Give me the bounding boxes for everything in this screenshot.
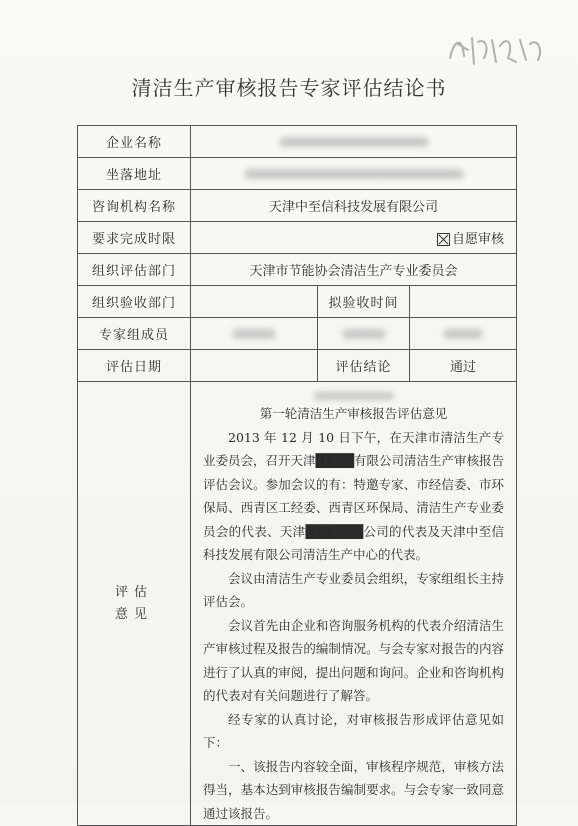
opinion-paragraph-2: 会议由清洁生产专业委员会组织，专家组组长主持评估会。 (203, 570, 505, 609)
row-consulting (78, 190, 517, 222)
eval-date-label: 评估日期 (78, 350, 191, 382)
row-deadline (78, 222, 517, 254)
evaluation-form-table (77, 125, 517, 826)
redacted-blur (443, 329, 483, 339)
voluntary-label: 自愿审核 (452, 232, 505, 247)
company-name-value (191, 126, 517, 158)
opinion-body (191, 382, 516, 825)
handwritten-signature (444, 28, 554, 72)
opinion-label: 评估意见 (114, 584, 153, 622)
deadline-label: 要求完成时限 (78, 222, 191, 254)
consulting-value: 天津中至信科技发展有限公司 (191, 190, 517, 222)
expert-2 (318, 318, 410, 350)
row-experts (78, 318, 517, 350)
redacted-blur (314, 392, 394, 400)
expert-1 (191, 318, 318, 350)
opinion-heading: 第一轮清洁生产审核报告评估意见 (259, 406, 448, 421)
opinion-label-cell (78, 382, 191, 826)
row-opinion (78, 382, 517, 826)
page-title: 清洁生产审核报告专家评估结论书 (131, 76, 447, 100)
expert-3 (410, 318, 517, 350)
checked-box-icon (437, 233, 450, 246)
accept-time-value (410, 286, 517, 318)
redacted-blur (279, 137, 429, 147)
opinion-paragraph-3: 会议首先由企业和咨询服务机构的代表介绍清洁生产审核过程及报告的编制情况。与会专家对报告的内容进行了认真的审阅，提出问题和询问。企业和咨询机构的代表对有关问题进行了解答。 (203, 617, 505, 703)
opinion-content-cell (191, 382, 517, 826)
org-eval-value: 天津市节能协会清洁生产专业委员会 (191, 254, 517, 286)
row-eval-date (78, 350, 517, 382)
org-eval-label: 组织评估部门 (78, 254, 191, 286)
redacted-blur (232, 329, 276, 339)
conclusion-value: 通过 (410, 350, 517, 382)
row-org-eval (78, 254, 517, 286)
redacted-blur (342, 329, 386, 339)
company-name-label: 企业名称 (78, 126, 191, 158)
conclusion-label: 评估结论 (318, 350, 410, 382)
deadline-value (191, 222, 517, 254)
address-value (191, 158, 517, 190)
eval-date-value (191, 350, 318, 382)
address-label: 坐落地址 (78, 158, 191, 190)
row-address (78, 158, 517, 190)
redacted-blur (244, 169, 464, 179)
opinion-paragraph-5: 一、该报告内容较全面，审核程序规范，审核方法得当，基本达到审核报告编制要求。与会专家一致同意通过该报告。 (203, 758, 505, 821)
consulting-label: 咨询机构名称 (78, 190, 191, 222)
row-org-accept (78, 286, 517, 318)
experts-label: 专家组成员 (78, 318, 191, 350)
opinion-paragraph-4: 经专家的认真讨论，对审核报告形成评估意见如下： (203, 711, 505, 750)
opinion-paragraph-1: 2013 年 12 月 10 日下午，在天津市清洁生产专业委员会，召开天津████有限公司清洁生产审核报告评估会议。参加会议的有：特邀专家、市经信委、市环保局、西青区工经委、西青区环保局、清洁生产专业委员会的代表、天津██████公司的代表及天津中至信科技发展有限公司清洁生产中心的代表。 (203, 429, 505, 562)
org-accept-value (191, 286, 318, 318)
org-accept-label: 组织验收部门 (78, 286, 191, 318)
accept-time-label: 拟验收时间 (318, 286, 410, 318)
row-company-name (78, 126, 517, 158)
